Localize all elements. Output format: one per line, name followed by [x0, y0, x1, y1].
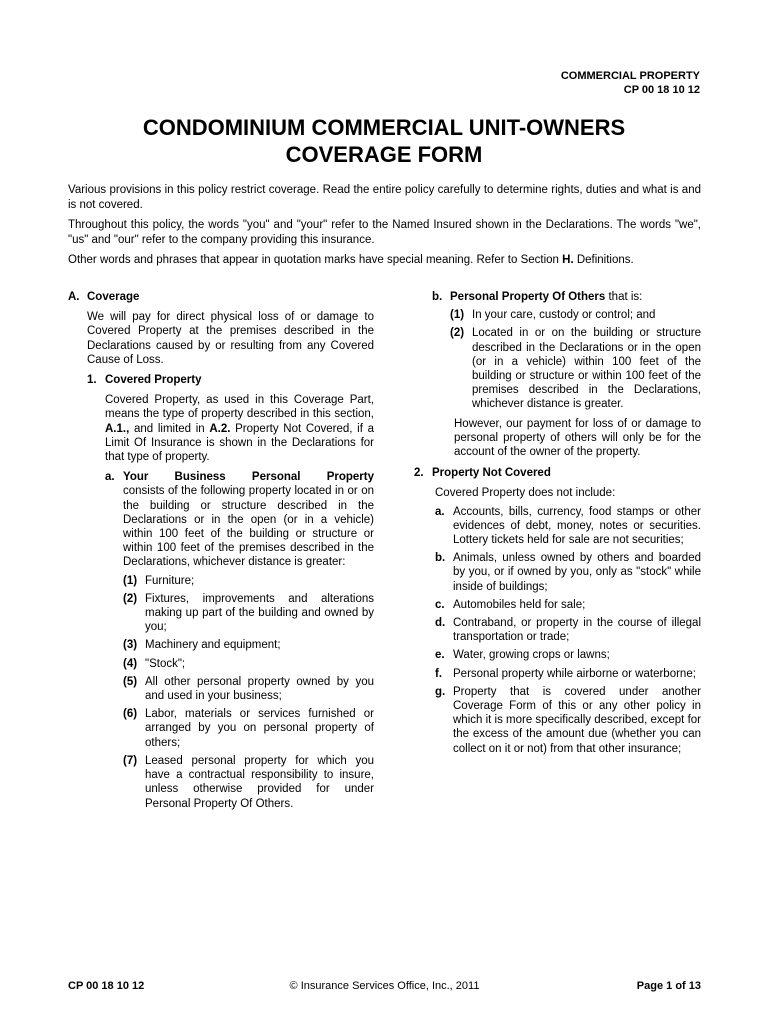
subsection-b-label: b. — [432, 291, 443, 303]
right-column — [414, 290, 701, 756]
item-label: g. — [435, 685, 446, 698]
item-label: e. — [435, 649, 445, 662]
intro-paragraph-2: Throughout this policy, the words "you" and "your" refer to the Named Insured shown in the Declarations. The words "we", "us" and "our" refer to the company providing this insurance. — [68, 219, 701, 246]
list-item — [435, 551, 701, 594]
item-label: (2) — [450, 327, 465, 340]
section-2-text: Covered Property does not include: — [435, 487, 616, 500]
footer-copyright: © Insurance Services Office, Inc., 2011 — [289, 980, 480, 992]
title-line-1: CONDOMINIUM COMMERCIAL UNIT-OWNERS — [142, 115, 626, 140]
section-a-text: We will pay for direct physical loss of or damage to Covered Property at the premises described in the Declarations caused by or resulting from any Covered Cause of Loss. — [87, 311, 374, 366]
document-title — [0, 114, 768, 168]
not-covered-list — [435, 505, 701, 756]
section-1-text-b: and limited in — [129, 422, 210, 435]
item-label: b. — [435, 552, 446, 565]
list-item — [450, 308, 701, 322]
item-label: (3) — [123, 639, 138, 652]
item-text: Property that is covered under another Coverage Form of this or any other policy in which it is more specifically described, except for the excess of the amount due (whether you can collect on it or not) from that other insurance; — [453, 685, 701, 755]
item-text: Located in or on the building or structure described in the Declarations or in the open (or in a vehicle) within 100 feet of the building or structure or within 100 feet of the premises described in the Declarations, whichever distance is greater. — [472, 327, 701, 411]
subsection-b-heading — [432, 290, 701, 304]
section-1-text — [105, 393, 374, 464]
list-item — [123, 638, 374, 652]
intro-p3-text-end: Definitions. — [573, 254, 634, 266]
section-1-title: Covered Property — [105, 374, 202, 387]
left-column — [68, 290, 374, 811]
list-item — [123, 592, 374, 635]
list-item — [450, 326, 701, 411]
item-text: Leased personal property for which you have a contractual responsibility to insure, unless otherwise provided for under Personal Property Of Others. — [145, 754, 374, 810]
item-text: Animals, unless owned by others and boarded by you, or if owned by you, only as "stock" while inside of buildings; — [453, 552, 701, 593]
others-property-list — [450, 308, 701, 411]
item-label: d. — [435, 617, 446, 630]
item-label: (4) — [123, 657, 138, 670]
item-text: Labor, materials or services furnished or arranged by you on personal property of others; — [145, 708, 374, 749]
item-label: (2) — [123, 592, 138, 605]
intro-p3-text: Other words and phrases that appear in quotation marks have special meaning. Refer to Section — [68, 254, 563, 266]
item-label: f. — [435, 667, 443, 680]
item-text: Contraband, or property in the course of illegal transportation or trade; — [453, 617, 701, 644]
subsection-b-however: However, our payment for loss of or damage to personal property of others will only be for the account of the owner of the property. — [454, 417, 701, 459]
section-2-title: Property Not Covered — [432, 467, 551, 480]
list-item — [435, 667, 701, 681]
list-item — [123, 675, 374, 703]
subsection-a-text: consists of the following property located in or on the building or structure described in the Declarations or in the open (or in a vehicle) within 100 feet of the building or structure or within 100 feet of the premises described in the Declarations, whichever distance is greater: — [123, 485, 374, 569]
section-1-ref-a1: A.1., — [105, 422, 130, 435]
section-1-ref-a2: A.2. — [209, 422, 231, 435]
section-a-title: Coverage — [87, 291, 140, 303]
subsection-b-title: Personal Property Of Others — [450, 291, 606, 303]
business-property-list — [123, 574, 374, 811]
item-text: Personal property while airborne or waterborne; — [453, 667, 696, 680]
list-item — [123, 707, 374, 750]
subsection-a — [105, 470, 374, 569]
section-a-heading — [68, 290, 374, 304]
subsection-a-body — [123, 470, 374, 569]
footer-page-number: Page 1 of 13 — [636, 980, 701, 992]
item-text: Furniture; — [145, 574, 195, 587]
header-line-form-number: CP 00 18 10 12 — [623, 84, 700, 96]
item-text: In your care, custody or control; and — [472, 309, 656, 322]
subsection-a-label: a. — [105, 471, 115, 484]
item-label: (5) — [123, 675, 138, 688]
item-label: c. — [435, 598, 445, 611]
list-item — [123, 574, 374, 588]
form-header — [561, 69, 700, 97]
section-a-label: A. — [68, 291, 80, 303]
list-item — [123, 657, 374, 671]
section-1-heading — [87, 373, 374, 387]
section-1-text-c: Property Not Covered, if a Limit Of Insurance is shown in the Declarations for that type of property. — [105, 422, 374, 464]
section-2-label: 2. — [414, 467, 424, 480]
list-item — [435, 616, 701, 644]
item-text: Fixtures, improvements and alterations making up part of the building and owned by you; — [145, 592, 374, 634]
list-item — [435, 505, 701, 548]
item-text: "Stock"; — [145, 657, 186, 670]
item-text: Automobiles held for sale; — [453, 598, 586, 611]
list-item — [435, 685, 701, 756]
subsection-a-title: Your Business Personal Property — [123, 471, 374, 484]
footer-form-number: CP 00 18 10 12 — [68, 980, 145, 992]
intro-section — [68, 183, 701, 274]
item-label: (7) — [123, 754, 138, 767]
list-item — [435, 598, 701, 612]
intro-paragraph-3 — [68, 253, 701, 268]
list-item — [123, 754, 374, 811]
intro-paragraph-1: Various provisions in this policy restrict coverage. Read the entire policy carefully to determine rights, duties and what is and is not covered. — [68, 184, 701, 211]
section-1-label: 1. — [87, 374, 97, 387]
header-line-product: COMMERCIAL PROPERTY — [560, 70, 700, 82]
item-text: Water, growing crops or lawns; — [453, 649, 610, 662]
item-label: a. — [435, 505, 445, 518]
item-text: Machinery and equipment; — [145, 639, 281, 652]
list-item — [435, 648, 701, 662]
title-line-2: COVERAGE FORM — [285, 142, 483, 167]
item-label: (6) — [123, 708, 138, 721]
subsection-b-title-tail: that is: — [605, 291, 643, 303]
item-label: (1) — [450, 309, 465, 322]
item-text: All other personal property owned by you and used in your business; — [145, 675, 374, 703]
item-label: (1) — [123, 574, 138, 587]
intro-p3-section-ref: H. — [562, 254, 574, 266]
section-2-heading — [414, 466, 701, 480]
item-text: Accounts, bills, currency, food stamps or other evidences of debt, money, notes or securities. Lottery tickets held for sale are not securities; — [453, 505, 701, 547]
section-1-text-a: Covered Property, as used in this Coverage Part, means the type of property described in this section, — [105, 394, 374, 421]
